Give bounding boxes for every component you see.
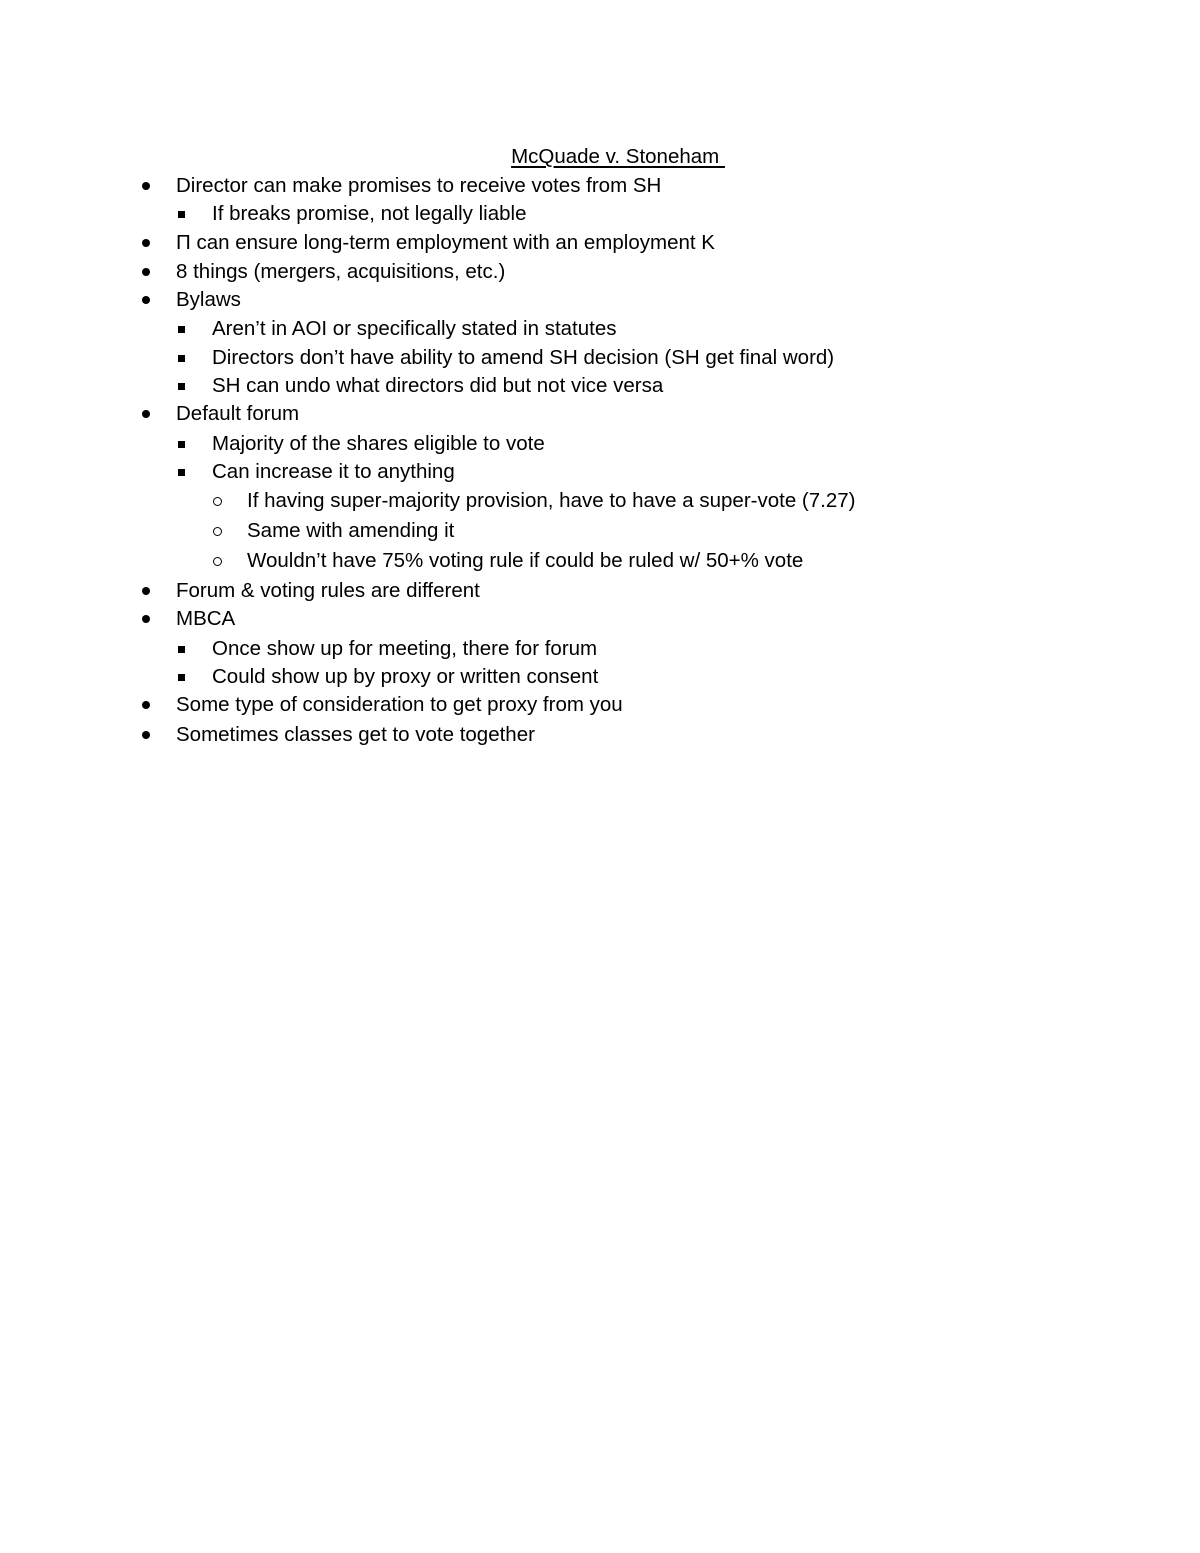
list-item-text: Majority of the shares eligible to vote xyxy=(212,432,545,455)
bullet-square-icon xyxy=(178,344,185,372)
bullet-dot-icon xyxy=(142,400,150,428)
bullet-dot-icon xyxy=(142,721,150,749)
list-item-text: Sometimes classes get to vote together xyxy=(176,723,535,746)
bullet-dot-icon xyxy=(142,605,150,633)
bullet-square-icon xyxy=(178,372,185,400)
list-item-text: If having super-majority provision, have to have a super-vote (7.27) xyxy=(247,489,856,512)
list-item-text: Same with amending it xyxy=(247,519,455,542)
bullet-circle-icon xyxy=(213,487,222,515)
list-item-text: 8 things (mergers, acquisitions, etc.) xyxy=(176,260,506,283)
bullet-circle-icon xyxy=(213,517,222,545)
list-item-text: Once show up for meeting, there for forum xyxy=(212,637,598,660)
list-item-text: MBCA xyxy=(176,607,236,630)
bullet-square-icon xyxy=(178,315,185,343)
list-item-text: Aren’t in AOI or specifically stated in statutes xyxy=(212,317,617,340)
bullet-circle-icon xyxy=(213,547,222,575)
list-item-text: Directors don’t have ability to amend SH decision (SH get final word) xyxy=(212,346,835,369)
bullet-dot-icon xyxy=(142,258,150,286)
bullet-square-icon xyxy=(178,635,185,663)
list-item-text: Π can ensure long-term employment with an employment K xyxy=(176,231,715,254)
bullet-dot-icon xyxy=(142,229,150,257)
bullet-square-icon xyxy=(178,458,185,486)
bullet-square-icon xyxy=(178,430,185,458)
list-item-text: Director can make promises to receive votes from SH xyxy=(176,174,662,197)
list-item-text: Bylaws xyxy=(176,288,241,311)
bullet-dot-icon xyxy=(142,286,150,314)
list-item-text: SH can undo what directors did but not vice versa xyxy=(212,374,664,397)
bullet-square-icon xyxy=(178,200,185,228)
page-title: McQuade v. Stoneham xyxy=(511,145,725,168)
bullet-dot-icon xyxy=(142,691,150,719)
bullet-dot-icon xyxy=(142,577,150,605)
list-item-text: Default forum xyxy=(176,402,300,425)
bullet-dot-icon xyxy=(142,172,150,200)
list-item-text: Could show up by proxy or written consent xyxy=(212,665,599,688)
list-item-text: If breaks promise, not legally liable xyxy=(212,202,527,225)
list-item-text: Wouldn’t have 75% voting rule if could be ruled w/ 50+% vote xyxy=(247,549,804,572)
bullet-square-icon xyxy=(178,663,185,691)
list-item-text: Can increase it to anything xyxy=(212,460,455,483)
list-item-text: Forum & voting rules are different xyxy=(176,579,480,602)
list-item-text: Some type of consideration to get proxy from you xyxy=(176,693,623,716)
